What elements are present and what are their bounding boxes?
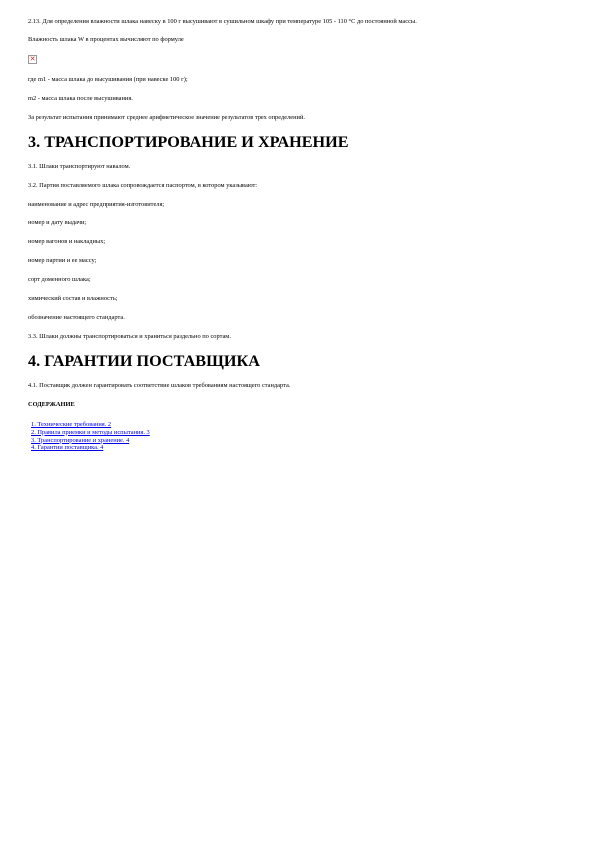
passport-item-number-date: номер и дату выдачи; [28, 219, 87, 227]
toc-item [31, 444, 568, 452]
passport-item-standard: обозначение настоящего стандарта. [28, 314, 125, 322]
document-page [28, 18, 568, 452]
toc-link-transport[interactable]: 3. Транспортирование и хранение. 4 [31, 436, 130, 444]
toc-item [31, 429, 568, 437]
section-3-heading: 3. ТРАНСПОРТИРОВАНИЕ И ХРАНЕНИЕ [28, 132, 349, 151]
passport-item-wagons: номер вагонов и накладных; [28, 238, 106, 246]
paragraph-3-3: 3.3. Шлаки должны транспортироваться и храниться раздельно по сортам. [28, 333, 231, 341]
paragraph-test-result: За результат испытания принимают среднее арифметическое значение результатов трех определений. [28, 113, 305, 121]
toc-item [31, 421, 568, 429]
formula-image [28, 55, 37, 64]
paragraph-3-1: 3.1. Шлаки транспортируют навалом. [28, 162, 131, 170]
toc-title: СОДЕРЖАНИЕ [28, 401, 75, 409]
paragraph-2-13: 2.13. Для определения влажности шлака навеску в 100 г высушивают в сушильном шкафу при температуре 105 - 110 °С до постоянной массы. [28, 18, 417, 25]
toc-link-guarantees[interactable]: 4. Гарантии поставщика. 4 [31, 444, 104, 452]
toc-link-requirements[interactable]: 1. Технические требования. 2 [31, 420, 112, 428]
table-of-contents [28, 421, 568, 452]
paragraph-4-1: 4.1. Поставщик должен гарантировать соответствие шлаков требованиям настоящего стандарта. [28, 382, 291, 390]
passport-item-grade: сорт доменного шлака; [28, 276, 91, 284]
paragraph-formula-intro: Влажность шлака W в процентах вычисляют по формуле [28, 35, 184, 43]
broken-image-icon: ✕ [29, 54, 36, 63]
paragraph-m2-definition: m2 - масса шлака после высушивания. [28, 94, 133, 102]
paragraph-3-2: 3.2. Партия поставляемого шлака сопровождается паспортом, в котором указывают: [28, 181, 258, 189]
section-4-heading: 4. ГАРАНТИИ ПОСТАВЩИКА [28, 352, 260, 371]
paragraph-m1-definition: где m1 - масса шлака до высушивания (при навеске 100 г); [28, 75, 188, 83]
toc-item [31, 437, 568, 445]
passport-item-manufacturer: наименование и адрес предприятия-изготовителя; [28, 200, 165, 208]
toc-link-acceptance[interactable]: 2. Правила приемки и методы испытания. 3 [31, 428, 150, 436]
passport-item-composition: химический состав и влажность; [28, 295, 118, 303]
passport-item-batch: номер партии и ее массу; [28, 257, 97, 265]
